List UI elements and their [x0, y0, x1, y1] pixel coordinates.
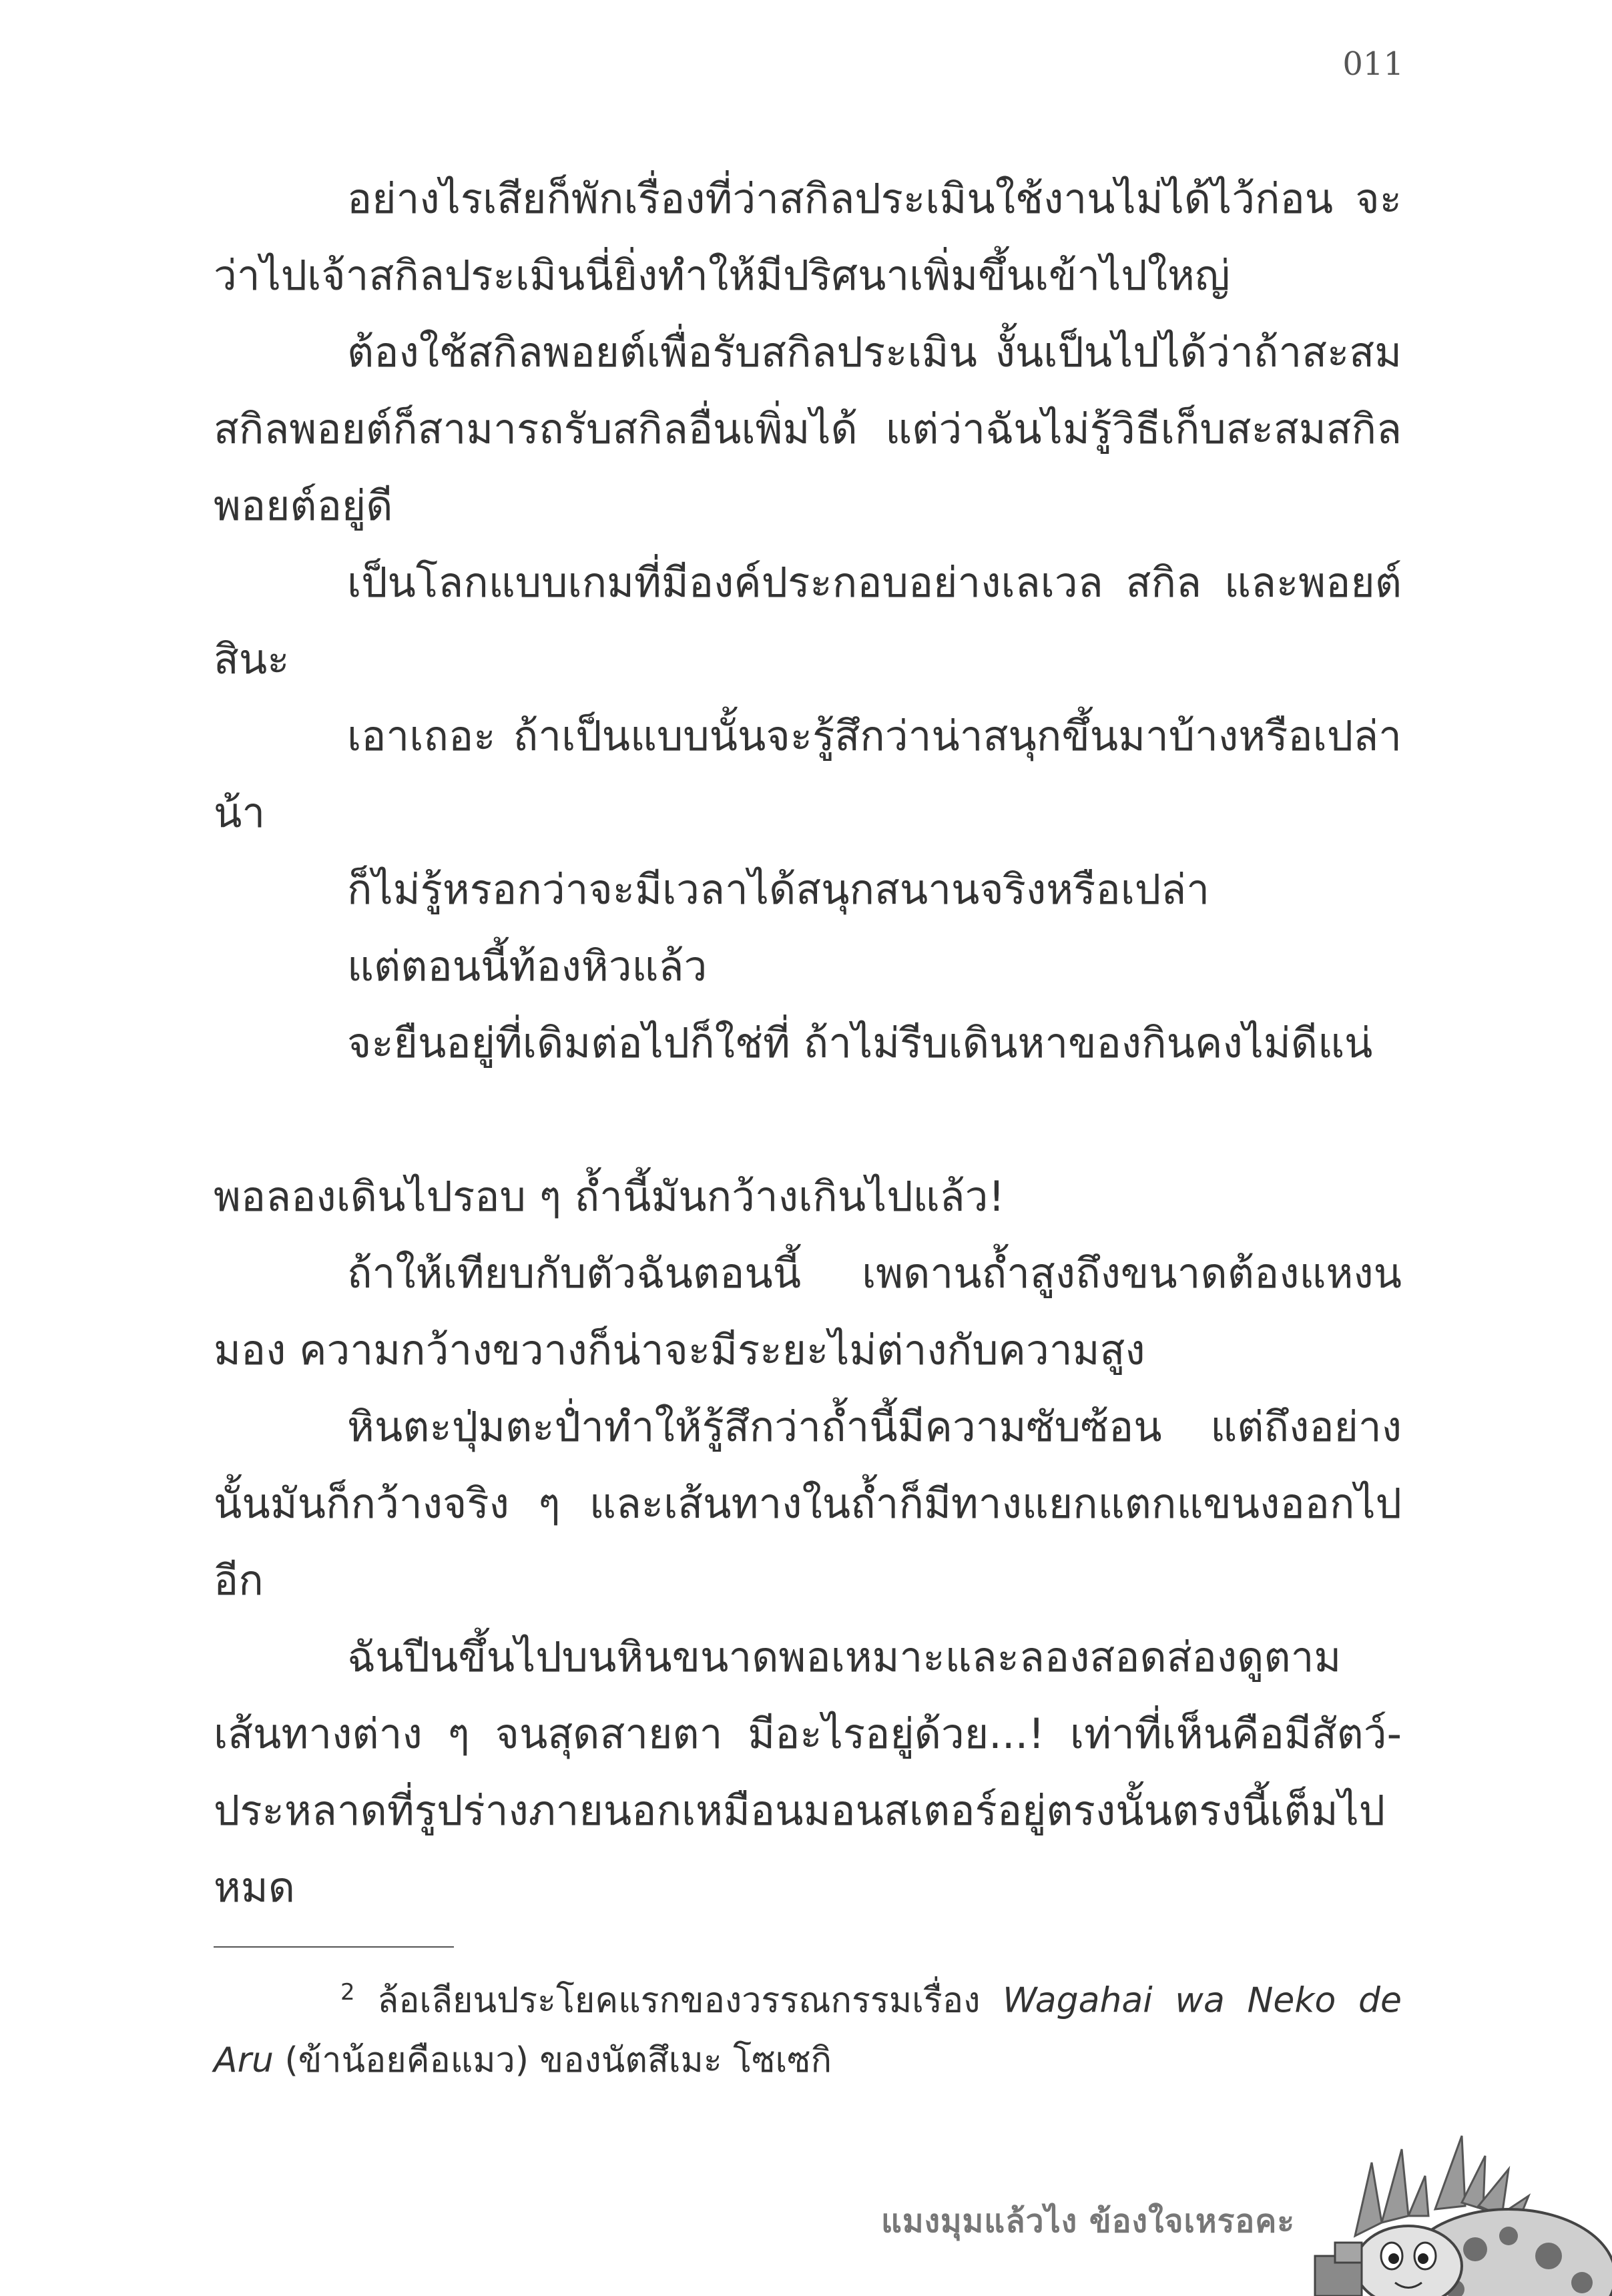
- paragraph: อย่างไรเสียก็พักเรื่องที่ว่าสกิลประเมินใช้งานไม่ได้ไว้ก่อน จะว่าไปเจ้าสกิลประเมินนี่ยิ่งทำให้มีปริศนาเพิ่มขึ้นเข้าไปใหญ่: [214, 174, 1402, 300]
- paragraph: เป็นโลกแบบเกมที่มีองค์ประกอบอย่างเลเวล สกิล และพอยต์สินะ: [214, 558, 1402, 683]
- page-number: 011: [1342, 45, 1404, 83]
- footnote-text: (ข้าน้อยคือแมว) ของนัตสึเมะ โซเซกิ: [273, 2040, 832, 2081]
- spider-monster-mascot-icon: [1308, 2122, 1612, 2296]
- paragraph: ถ้าให้เทียบกับตัวฉันตอนนี้ เพดานถ้ำสูงถึงขนาดต้องแหงนมอง ความกว้างขวางก็น่าจะมีระยะไม่ต่างกับความสูง: [214, 1249, 1402, 1374]
- footnote-text: ล้อเลียนประโยคแรกของวรรณกรรมเรื่อง: [354, 1980, 1003, 2021]
- footnote-divider: [214, 1946, 454, 1948]
- running-footer-title: แมงมุมแล้วไง ข้องใจเหรอคะ: [881, 2203, 1296, 2240]
- paragraph: จะยืนอยู่ที่เดิมต่อไปก็ใช่ที่ ถ้าไม่รีบเดินหาของกินคงไม่ดีแน่: [347, 1019, 1373, 1067]
- body-text: [214, 160, 1402, 1926]
- paragraph: ฉันปีนขึ้นไปบนหินขนาดพอเหมาะและลองสอดส่องดูตามเส้นทางต่าง ๆ จนสุดสายตา มีอะไรอยู่ด้วย...! เท่าที่เห็นคือมีสัตว์-ประหลาดที่รูปร่างภายนอกเหมือนมอนสเตอร์อยู่ตรงนั้นตรงนี้เต็มไปหมด: [214, 1633, 1402, 1912]
- paragraph: ต้องใช้สกิลพอยต์เพื่อรับสกิลประเมิน งั้นเป็นไปได้ว่าถ้าสะสมสกิลพอยต์ก็สามารถรับสกิลอื่นเพิ่มได้ แต่ว่าฉันไม่รู้วิธีเก็บสะสมสกิลพอยต์อยู่ดี: [214, 328, 1402, 530]
- paragraph: พอลองเดินไปรอบ ๆ ถ้ำนี้มันกว้างเกินไปแล้ว!: [214, 1172, 1005, 1221]
- footnote-marker: 2: [340, 1979, 355, 2006]
- paragraph: ก็ไม่รู้หรอกว่าจะมีเวลาได้สนุกสนานจริงหรือเปล่า: [347, 865, 1210, 914]
- paragraph: เอาเถอะ ถ้าเป็นแบบนั้นจะรู้สึกว่าน่าสนุกขึ้นมาบ้างหรือเปล่าน้า: [214, 711, 1402, 837]
- paragraph: แต่ตอนนี้ท้องหิวแล้ว: [347, 942, 708, 990]
- footnote: [214, 1962, 1402, 2090]
- scene-break: [214, 1081, 1402, 1158]
- footnote-italic-title: Wagahai wa Neko de Aru: [214, 1980, 1402, 2081]
- paragraph: หินตะปุ่มตะป่ำทำให้รู้สึกว่าถ้ำนี้มีความซับซ้อน แต่ถึงอย่างนั้นมันก็กว้างจริง ๆ และเส้นทางในถ้ำก็มีทางแยกแตกแขนงออกไปอีก: [214, 1402, 1402, 1605]
